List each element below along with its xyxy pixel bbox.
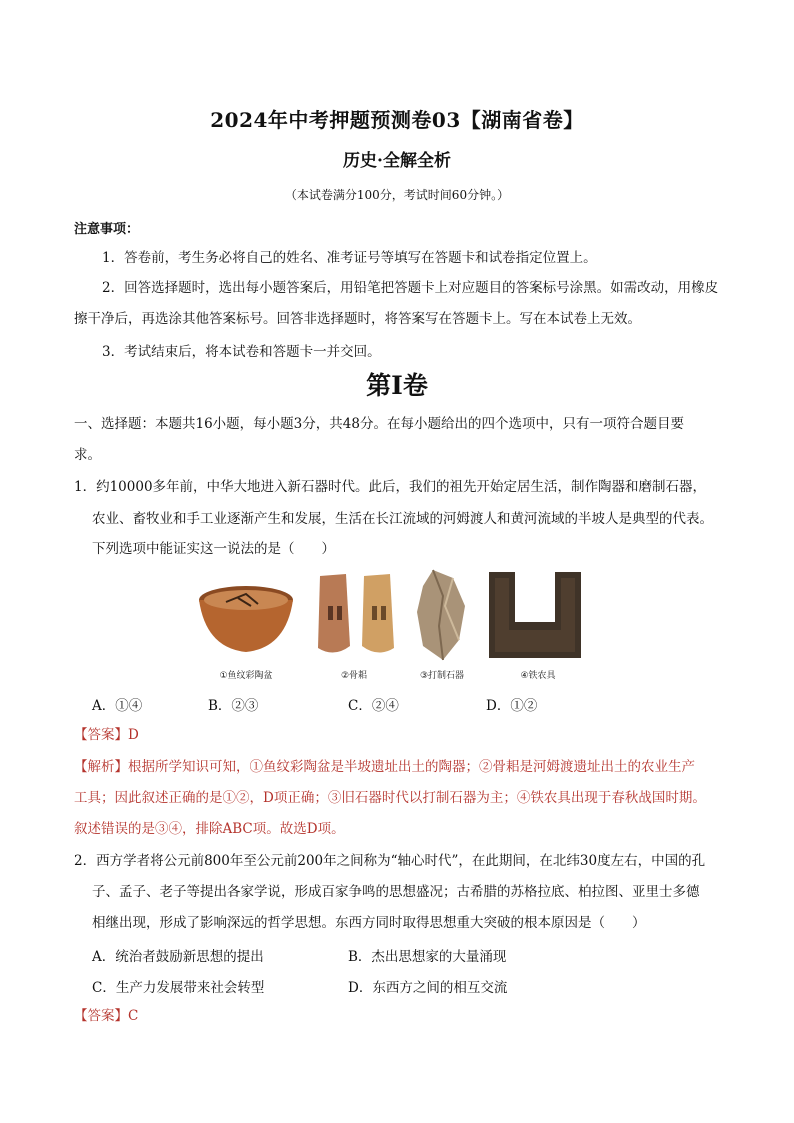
- answer-label: 【答案】: [74, 1008, 128, 1024]
- figure-caption-2: ②骨耜: [340, 671, 368, 681]
- q2-option-d: D．东西方之间的相互交流: [348, 980, 508, 996]
- figure-caption-1: ①鱼纹彩陶盆: [219, 671, 273, 681]
- section-title: 第Ⅰ卷: [366, 371, 428, 400]
- analysis-text: 根据所学知识可知，①鱼纹彩陶盆是半坡遗址出土的陶器；②骨耜是河姆渡遗址出土的农业生产: [128, 759, 695, 775]
- iron-farm-tool-image: [485, 566, 585, 664]
- q1-analysis-line2: [74, 788, 724, 808]
- answer-label: 【答案】: [74, 727, 128, 743]
- notice-item-1: 1．答卷前，考生务必将自己的姓名、准考证号等填写在答题卡和试卷指定位置上。: [102, 250, 597, 266]
- q1-stem-line2: 农业、畜牧业和手工业逐渐产生和发展，生活在长江流域的河姆渡人和黄河流域的半坡人是典型的代表。: [92, 511, 713, 527]
- notice-heading: 注意事项：: [74, 222, 140, 237]
- q1-analysis-line1: [74, 757, 724, 777]
- q2-answer: [74, 1006, 724, 1026]
- q2-stem-line3: 相继出现，形成了影响深远的哲学思想。东西方同时取得思想重大突破的根本原因是（ ）: [92, 915, 646, 931]
- q2-stem-line2: 子、孟子、老子等提出各家学说，形成百家争鸣的思想盛况；古希腊的苏格拉底、柏拉图、亚里士多德: [92, 884, 700, 900]
- analysis-label: 【解析】: [74, 759, 128, 775]
- q1-option-c: C．②④: [348, 698, 399, 714]
- bone-spade-image: [312, 566, 402, 664]
- page-title: 2024年中考押题预测卷03【湖南省卷】: [210, 108, 584, 132]
- answer-value: C: [128, 1008, 139, 1024]
- q1-option-a: A．①④: [92, 698, 143, 714]
- chipped-stone-tool-image: [413, 566, 471, 664]
- q2-option-b: B．杰出思想家的大量涌现: [348, 949, 507, 965]
- painted-pottery-basin-image: [196, 566, 296, 664]
- q1-option-d: D．①②: [486, 698, 538, 714]
- q2-option-c: C．生产力发展带来社会转型: [92, 980, 265, 996]
- q2-stem-line1: 2．西方学者将公元前800年至公元前200年之间称为“轴心时代”，在此期间，在北纬30度左右，中国的孔: [74, 853, 706, 869]
- q1-stem-line3: 下列选项中能证实这一说法的是（ ）: [92, 541, 335, 557]
- q1-stem-line1: 1．约10000多年前，中华大地进入新石器时代。此后，我们的祖先开始定居生活，制作陶器和磨制石器，: [74, 479, 707, 495]
- notice-item-2: 2．回答选择题时，选出每小题答案后，用铅笔把答题卡上对应题目的答案标号涂黑。如需改动，用橡皮擦干净后，再选涂其他答案标号。回答非选择题时，将答案写在答题卡上。写在本试卷上无效。: [74, 280, 719, 327]
- figure-caption-4: ④铁农具: [520, 671, 556, 681]
- exam-note: （本试卷满分100分，考试时间60分钟。）: [284, 188, 510, 202]
- analysis-text-2b: ③旧石器时代以打制石器为主；④铁农具出现于春秋战国时期。: [327, 790, 706, 806]
- q1-analysis-line3: 叙述错误的是③④，排除ABC项。故选D项。: [74, 821, 345, 837]
- q1-option-b: B．②③: [208, 698, 259, 714]
- notice-item-3: 3．考试结束后，将本试卷和答题卡一并交回。: [102, 344, 381, 360]
- q2-option-a: A．统治者鼓励新思想的提出: [92, 949, 264, 965]
- page-subtitle: 历史·全解全析: [343, 151, 451, 171]
- section-instruction-line1: 一、选择题：本题共16小题，每小题3分，共48分。在每小题给出的四个选项中，只有一项符合题目要: [74, 416, 684, 432]
- q1-answer: [74, 725, 724, 745]
- figure-caption-3: ③打制石器: [419, 671, 465, 681]
- answer-value: D: [128, 727, 139, 743]
- section-instruction-line2: 求。: [74, 447, 101, 463]
- analysis-text-2a: 工具；因此叙述正确的是①②，D项正确；: [74, 790, 328, 806]
